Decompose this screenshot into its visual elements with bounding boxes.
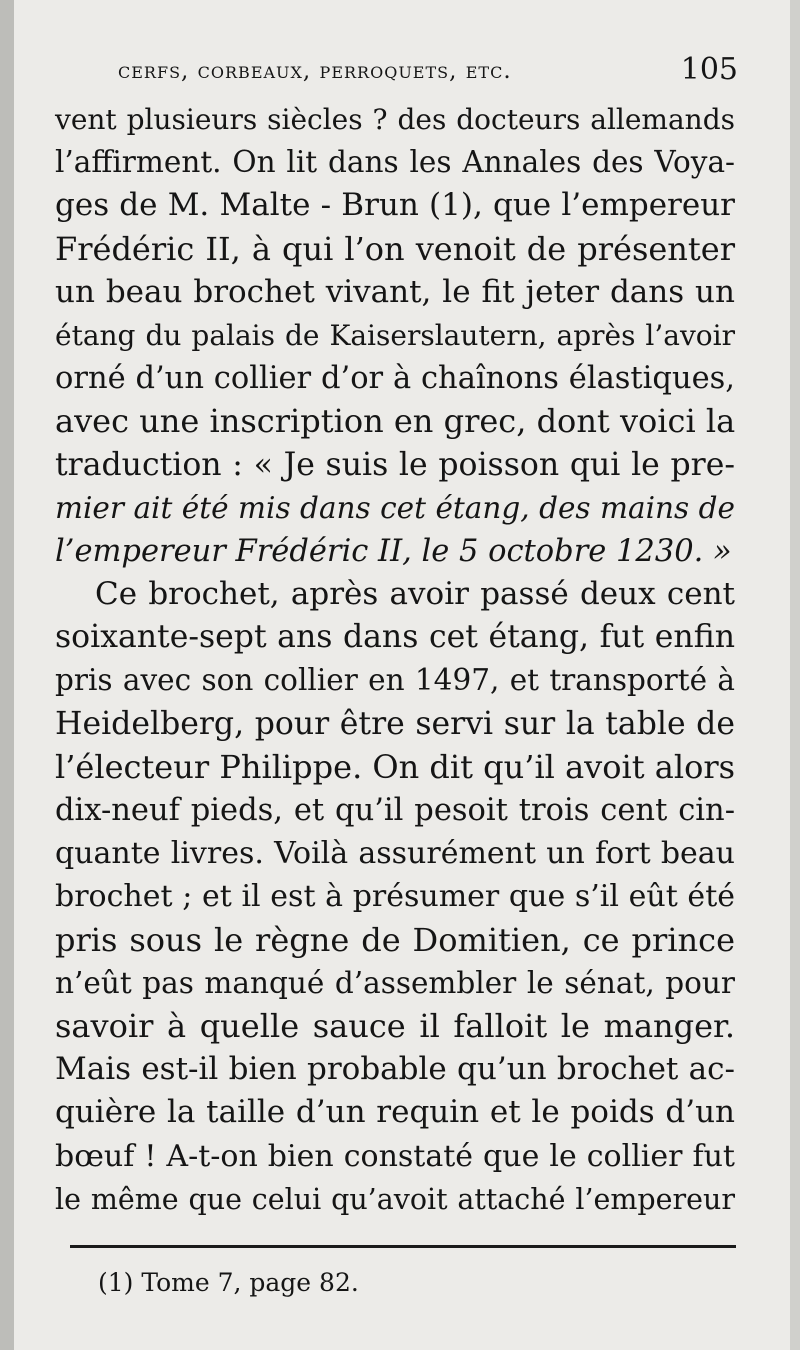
text-line: savoir à quelle sauce il falloit le manger.: [55, 1006, 735, 1045]
text-line: avec une inscription en grec, dont voici la: [55, 402, 736, 441]
text-line: traduction : « Je suis le poisson qui le pre-: [55, 446, 735, 483]
text-line: Heidelberg, pour être servi sur la table de: [55, 705, 735, 742]
text-line: quante livres. Voilà assurément un fort beau: [55, 836, 735, 872]
text-line: pris sous le règne de Domitien, ce prince: [55, 920, 735, 959]
page-number: 105: [680, 52, 738, 87]
running-title: cerfs, corbeaux, perroquets, etc.: [118, 58, 512, 84]
text-line: l’affirment. On lit dans les Annales des Voya-: [55, 145, 735, 180]
scan-edge-left: [0, 0, 14, 1350]
text-line: le même que celui qu’avoit attaché l’empereur: [55, 1182, 735, 1216]
text-line: étang du palais de Kaiserslautern, après l’avoir: [55, 318, 735, 352]
text-line: quière la taille d’un requin et le poids d’un: [55, 1094, 735, 1131]
text-line: brochet ; et il est à présumer que s’il eût été: [55, 879, 735, 915]
footnote-separator: [70, 1245, 736, 1248]
text-line: n’eût pas manqué d’assembler le sénat, pour: [55, 965, 735, 1000]
paragraph-start-line: Ce brochet, après avoir passé deux cent: [95, 576, 735, 613]
text-line: vent plusieurs siècles ? des docteurs allemands: [55, 103, 735, 136]
text-line: Frédéric II, à qui l’on venoit de présenter: [55, 229, 735, 268]
text-line: orné d’un collier d’or à chaînons élastiques,: [55, 361, 735, 397]
quote-line: l’empereur Frédéric II, le 5 octobre 1230. »: [55, 533, 732, 569]
scan-edge-right: [790, 0, 800, 1350]
text-line: soixante-sept ans dans cet étang, fut enfin: [55, 619, 735, 656]
page-header: [118, 50, 738, 90]
footnote: (1) Tome 7, page 82.: [98, 1268, 359, 1297]
text-line: ges de M. Malte - Brun (1), que l’empereur: [55, 187, 735, 224]
text-line: Mais est-il bien probable qu’un brochet ac-: [55, 1051, 735, 1088]
text-line: dix-neuf pieds, et qu’il pesoit trois cent cin-: [55, 793, 735, 828]
text-line: l’électeur Philippe. On dit qu’il avoit alors: [55, 747, 736, 786]
text-line: un beau brochet vivant, le fit jeter dans un: [55, 273, 735, 310]
text-line: bœuf ! A-t-on bien constaté que le collier fut: [55, 1138, 735, 1174]
quote-line: mier ait été mis dans cet étang, des mains de: [55, 490, 735, 525]
main-text: [55, 98, 735, 1221]
text-line: pris avec son collier en 1497, et transporté à: [55, 663, 735, 698]
